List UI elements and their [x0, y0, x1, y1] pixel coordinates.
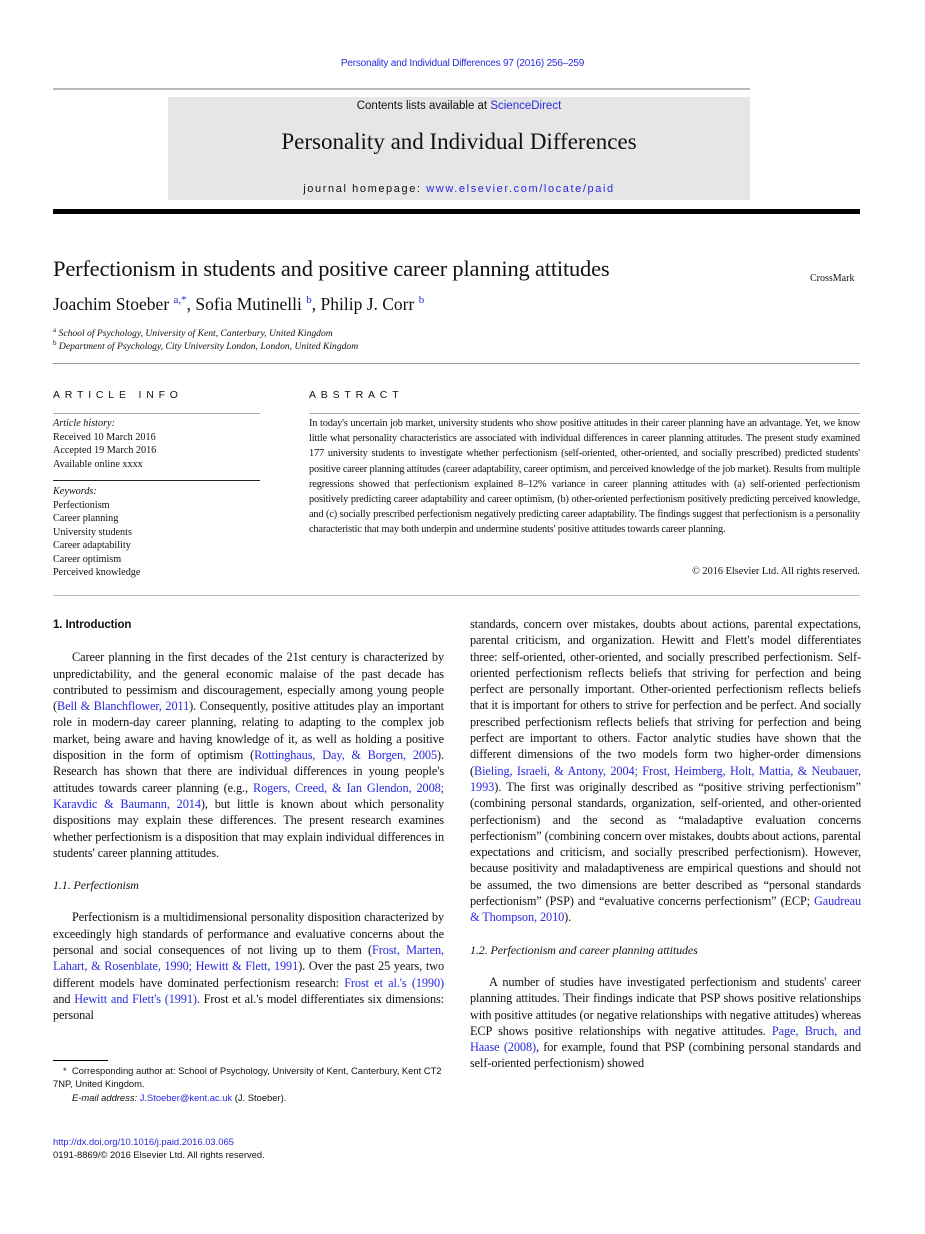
journal-banner [168, 97, 750, 200]
reference-link[interactable]: Frost et al.'s (1990) [344, 975, 445, 990]
paragraph [470, 616, 861, 926]
divider-thick [53, 209, 860, 214]
footnote-divider [53, 1060, 108, 1061]
contents-prefix: Contents lists available at [356, 100, 491, 112]
authors [53, 294, 424, 315]
divider [53, 413, 260, 414]
author-affil-link[interactable]: b [306, 294, 312, 307]
paragraph [53, 649, 444, 861]
keyword: Career optimism [53, 553, 122, 565]
affil-text: Department of Psychology, City University London, London, United Kingdom [58, 341, 359, 353]
divider [309, 413, 860, 414]
keyword: University students [53, 526, 132, 538]
affiliation [53, 326, 333, 339]
history-item: Available online xxxx [53, 458, 143, 470]
history-label: Article history: [53, 418, 115, 429]
text-run: and [53, 991, 75, 1006]
paragraph [53, 909, 444, 1023]
footnote [53, 1064, 444, 1104]
text-run: . Frost et al.'s model differentiates six dimensions: personal [53, 991, 444, 1023]
paragraph [470, 974, 861, 1072]
keyword: Career adaptability [53, 540, 131, 551]
reference-link[interactable]: Frost, Marten, Lahart, & Rosenblate, 1990; Hewitt & Flett, 1991 [53, 943, 444, 974]
keyword: Perfectionism [53, 499, 110, 511]
history-item: Received 10 March 2016 [53, 431, 156, 443]
author-affil-link[interactable]: a,* [173, 294, 187, 307]
abstract-text: In today's uncertain job market, university students who show positive attitudes in their career planning have an advantage. Yet, we know little what personality characteristics are associated with individual differences in career planning attitudes. The present study examined 177 university students to investigate whether perfectionism (self-oriented, other-oriented, and socially prescribed) predicted students' positive career planning attitudes (career adaptability, career optimism, and perceived knowledge of the job market). Results from multiple regressions showed that perfectionism explained 8–12% variance in career planning attitudes with (a) self-oriented perfectionism positively predicting career adaptability and career optimism, (b) other-oriented perfectionism positively predicting perceived knowledge, and (c) socially prescribed perfectionism negatively predicting career adaptability. The findings suggest that perfectionism is a personality characteristic that may both underpin and undermine students' positive attitudes towards career planning. [309, 418, 860, 536]
homepage-prefix: journal homepage: [303, 183, 427, 195]
reference-link[interactable]: Bell & Blanchflower, 2011 [57, 699, 190, 714]
divider [53, 595, 860, 596]
keywords-label: Keywords: [53, 486, 97, 497]
divider [53, 88, 750, 90]
text-run: standards, concern over mistakes, doubts about actions, parental expectations, parental criticism, and organization. Hewitt and Flett's model differentiates three: self-oriented, other-oriented, and socially prescribed perfectionism. Self-oriented perfectionism reflects beliefs that striving for perfection and being perfect are personally important. Other-oriented perfectionism reflects beliefs that it is important for others to strive for perfection and be perfect. And socially prescribed perfectionism reflects beliefs that striving for perfection and being perfect are important to others. Factor analytic studies have shown that the different dimensions of the two models form two higher-order dimensions ( [470, 617, 861, 778]
left-column [53, 617, 444, 1024]
abstract-copyright: © 2016 Elsevier Ltd. All rights reserved. [692, 566, 860, 577]
abstract-heading: ABSTRACT [309, 389, 404, 401]
text-run: ). The first was originally described as “positive striving perfectionism” (combining personal standards, organization, self-oriented, and other-oriented perfectionism) and the second as “maladaptive evaluation concerns perfectionism” (combining concern over mistakes, doubts about actions, parental expectations and criticism, and socially prescribed perfectionism). However, because positivity and maladaptiveness are empirical questions and should not be assumed, the two dimensions are better described as “personal standards perfectionism” (PSP) and “evaluative concerns perfectionism” (ECP; [470, 779, 861, 909]
text-run: Career planning in the first decades of the 21st century is characterized by unpredictability, and the general economic malaise of the past decade has contributed to pessimism and discouragement, especially among young people ( [53, 650, 444, 714]
text-run: ). Consequently, positive attitudes play an important role in modern-day career planning, relating to adapting to the complex job market, being aware and having knowledge of it, as well as holding a positive disposition in the form of optimism ( [53, 699, 444, 763]
doi-block [53, 1135, 265, 1162]
subsection-heading: 1.1. Perfectionism [53, 878, 139, 893]
subsection-heading: 1.2. Perfectionism and career planning attitudes [470, 942, 698, 957]
right-column [470, 616, 861, 1072]
history-item: Accepted 19 March 2016 [53, 445, 157, 456]
affil-text: School of Psychology, University of Kent, Canterbury, United Kingdom [58, 328, 333, 340]
affil-marker: a [53, 326, 57, 334]
author-affil-link[interactable]: b [418, 294, 425, 307]
email-link[interactable]: J.Stoeber@kent.ac.uk [139, 1091, 233, 1103]
crossmark-badge[interactable]: CrossMark [810, 273, 855, 284]
homepage-line [168, 183, 750, 195]
email-suffix: (J. Stoeber). [232, 1091, 287, 1103]
reference-link[interactable]: Rogers, Creed, & Ian Glendon, 2008; Karavdic & Baumann, 2014 [53, 780, 444, 811]
reference-link[interactable]: Rottinghaus, Day, & Borgen, 2005 [254, 748, 438, 763]
text-run: , for example, found that PSP (combining personal standards and self-oriented perfectionism) showed [470, 1040, 862, 1071]
article-title: Perfectionism in students and positive career planning attitudes [53, 256, 610, 281]
homepage-link[interactable]: www.elsevier.com/locate/paid [426, 183, 615, 195]
section-heading: 1. Introduction [53, 619, 132, 631]
reference-link[interactable]: Hewitt and Flett's (1991) [74, 991, 197, 1006]
divider [53, 480, 260, 481]
doi-link[interactable]: http://dx.doi.org/10.1016/j.paid.2016.03.065 [53, 1136, 234, 1147]
author-name: , Sofia Mutinelli [186, 294, 307, 314]
email-label: E-mail address: [72, 1091, 140, 1103]
divider [53, 363, 860, 364]
keyword: Perceived knowledge [53, 567, 141, 578]
keyword: Career planning [53, 513, 119, 524]
text-run: ). Over the past 25 years, two different models have dominated perfectionism research: [53, 959, 444, 990]
reference-link[interactable]: Gaudreau & Thompson, 2010 [470, 894, 861, 925]
footnote-marker: * [63, 1065, 67, 1076]
corresponding-author: Corresponding author at: School of Psychology, University of Kent, Canterbury, Kent CT2 7NP, United Kingdom. [53, 1065, 442, 1090]
reference-link[interactable]: Page, Bruch, and Haase (2008) [470, 1023, 861, 1055]
sciencedirect-link[interactable]: ScienceDirect [490, 100, 562, 112]
affil-marker: b [53, 339, 57, 347]
article-history [53, 417, 260, 471]
text-run: Perfectionism is a multidimensional personality disposition characterized by exceedingly high standards of performance and evaluative concerns about the personal and social consequences of not living up to them ( [53, 910, 444, 958]
text-run: A number of studies have investigated perfectionism and students' career planning attitudes. Their findings indicate that PSP shows positive relationships with positive attitudes (or negative relationships with negative attitudes) whereas ECP shows positive relationships with negative attitudes. [470, 974, 861, 1038]
article-info-heading: ARTICLE INFO [53, 389, 183, 401]
author-name: , Philip J. Corr [311, 294, 419, 314]
author-name: Joachim Stoeber [53, 294, 174, 314]
reference-link[interactable]: Bieling, Israeli, & Antony, 2004; Frost, Heimberg, Holt, Mattia, & Neubauer, 1993 [470, 763, 861, 794]
issn-copyright: 0191-8869/© 2016 Elsevier Ltd. All rights reserved. [53, 1149, 265, 1161]
keywords [53, 485, 260, 580]
text-run: ). [564, 910, 572, 925]
journal-title: Personality and Individual Differences [281, 129, 637, 154]
text-run: ). Research has shown that there are individual differences in young people's attitudes towards career planning (e.g., [53, 748, 444, 795]
contents-line [168, 100, 750, 112]
affiliation [53, 339, 358, 352]
text-run: ), but little is known about which personality dispositions may explain these differences. The present research examines whether perfectionism is a disposition that may explain individual differences in students' career planning attitudes. [53, 796, 445, 860]
journal-citation-link[interactable]: Personality and Individual Differences 97 (2016) 256–259 [340, 58, 585, 69]
